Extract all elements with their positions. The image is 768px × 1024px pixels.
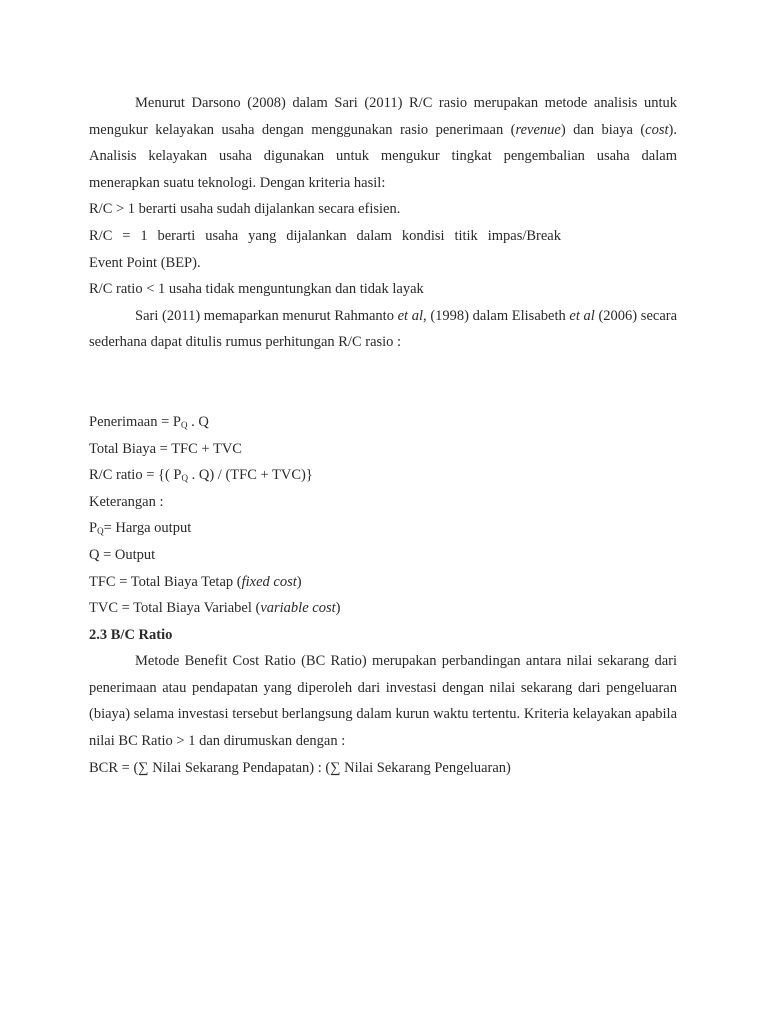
- criterion-break-even-line-1: R/C = 1 berarti usaha yang dijalankan dalam kondisi titik impas/Break: [89, 227, 561, 244]
- legend-variable-cost-italic: variable cost: [260, 600, 336, 617]
- p1-text-1: Menurut Darsono (2008) dalam Sari (2011) R/C rasio merupakan metode analisis untuk mengukur kelayakan usaha dengan menggunakan rasio penerimaan (: [89, 95, 677, 138]
- legend-variable-cost-close: ): [335, 600, 341, 617]
- legend-price-subscript: Q: [97, 526, 104, 537]
- p1-italic-revenue: revenue: [515, 121, 561, 138]
- formula-bcr: BCR = (∑ Nilai Sekarang Pendapatan) : (∑ Nilai Sekarang Pengeluaran): [89, 759, 511, 776]
- criterion-efficient: R/C > 1 berarti usaha sudah dijalankan secara efisien.: [89, 201, 401, 218]
- legend-fixed-cost-italic: fixed cost: [241, 573, 297, 590]
- legend-variable-cost: [89, 595, 677, 622]
- formula-revenue: [89, 409, 677, 436]
- p2-italic-et-al-2: et al: [569, 307, 595, 324]
- p1-text-3: ). Analisis kelayakan usaha digunakan untuk mengukur tingkat pengembalian usaha dalam menerapkan suatu teknologi. Dengan kriteria hasil:: [89, 121, 677, 191]
- legend-price-definition: = Harga output: [103, 520, 192, 537]
- legend-variable-cost-text: TVC = Total Biaya Variabel (: [89, 600, 261, 617]
- p1-text-2: ) dan biaya (: [560, 121, 646, 138]
- blank-space: [89, 356, 677, 409]
- p2-text-3: (2006) secara sederhana dapat ditulis rumus perhitungan R/C rasio :: [89, 307, 678, 351]
- formula-revenue-rest: . Q: [187, 413, 209, 430]
- formula-total-cost: Total Biaya = TFC + TVC: [89, 440, 242, 457]
- formula-rc-ratio-text: R/C ratio = {( P: [89, 467, 182, 484]
- legend-fixed-cost-text: TFC = Total Biaya Tetap (: [89, 573, 242, 590]
- paragraph-rc-ratio-intro: [89, 90, 677, 196]
- p2-text-1: Sari (2011) memaparkan menurut Rahmanto: [135, 307, 398, 324]
- legend-price-output: [89, 515, 677, 542]
- legend-title: Keterangan :: [89, 493, 164, 510]
- p2-italic-et-al-1: et al: [397, 307, 424, 324]
- document-page: [89, 90, 677, 781]
- legend-fixed-cost-close: ): [296, 573, 302, 590]
- criterion-break-even-line-2: Event Point (BEP).: [89, 254, 201, 271]
- formula-revenue-subscript: Q: [180, 419, 188, 430]
- criterion-not-feasible: R/C ratio < 1 usaha tidak menguntungkan dan tidak layak: [89, 281, 424, 298]
- formula-revenue-text: Penerimaan = P: [89, 413, 181, 430]
- legend-output: Q = Output: [89, 546, 156, 563]
- legend-price-symbol: P: [89, 520, 98, 537]
- p1-italic-cost: cost: [645, 121, 669, 138]
- paragraph-rc-formula-intro: [89, 303, 677, 356]
- legend-fixed-cost: [89, 569, 677, 596]
- section-heading-bc-ratio: 2.3 B/C Ratio: [89, 626, 173, 643]
- paragraph-bc-ratio: Metode Benefit Cost Ratio (BC Ratio) merupakan perbandingan antara nilai sekarang dari penerimaan atau pendapatan yang diperoleh dari investasi dengan nilai sekarang dari pengeluaran (biaya) selama investasi tersebut berlangsung dalam kurun waktu tertentu. Kriteria kelayakan apabila nilai BC Ratio > 1 dan dirumuskan dengan :: [89, 653, 677, 750]
- formula-rc-ratio: [89, 462, 677, 489]
- formula-rc-ratio-subscript: Q: [181, 473, 188, 484]
- formula-rc-ratio-rest: . Q) / (TFC + TVC)}: [187, 467, 313, 484]
- p2-text-2: , (1998) dalam Elisabeth: [423, 307, 570, 324]
